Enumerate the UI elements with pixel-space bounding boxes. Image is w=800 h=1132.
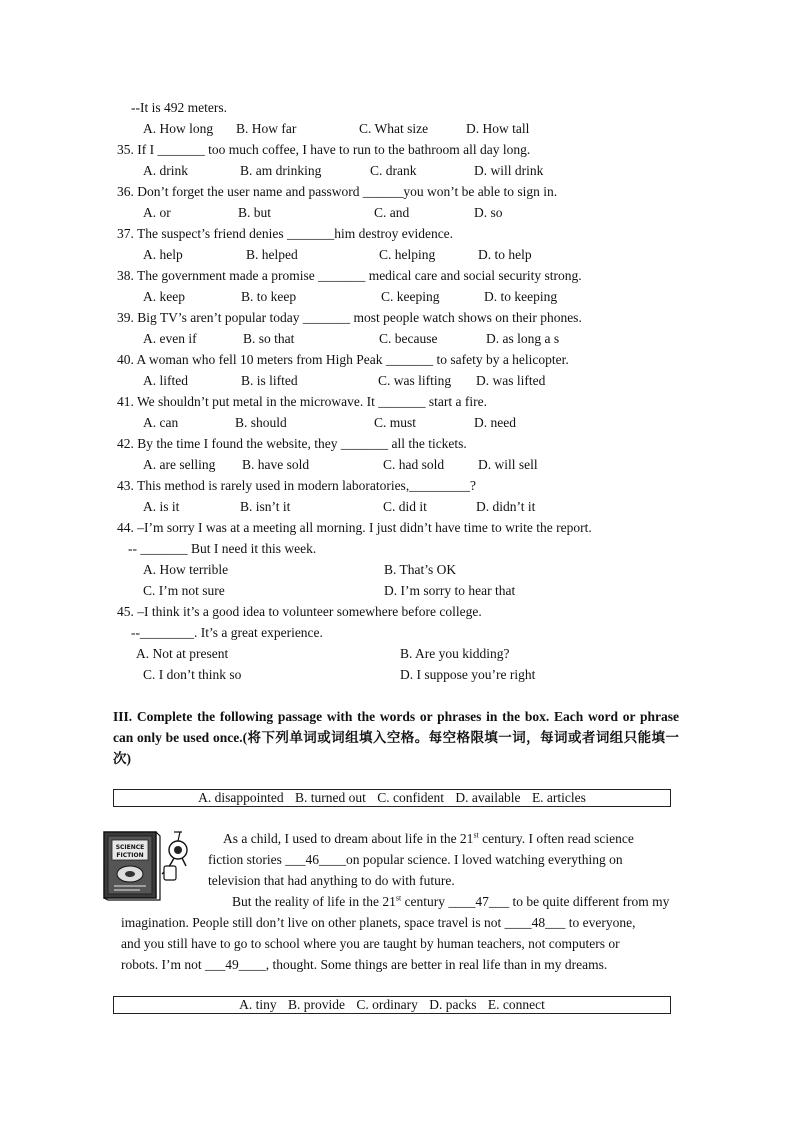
q43-option-d: D. didn’t it xyxy=(476,499,536,514)
q44-option-d: D. I’m sorry to hear that xyxy=(384,583,516,598)
q42-stem: 42. By the time I found the website, they _______ all the tickets. xyxy=(117,436,467,451)
q43-stem: 43. This method is rarely used in modern laboratories,_________? xyxy=(117,478,476,493)
word-box-1-item: C. confident xyxy=(377,790,444,805)
q37-option-b: B. helped xyxy=(246,247,298,262)
q41-option-b: B. should xyxy=(235,415,287,430)
word-box-1 xyxy=(113,789,671,807)
q42-option-d: D. will sell xyxy=(478,457,538,472)
word-box-2-item: E. connect xyxy=(487,997,545,1012)
q34-option-c: C. What size xyxy=(359,121,429,136)
word-box-2-item: D. packs xyxy=(429,997,477,1012)
q40-option-b: B. is lifted xyxy=(241,373,298,388)
word-box-1-item: B. turned out xyxy=(294,790,366,805)
q44-stem: 44. –I’m sorry I was at a meeting all morning. I just didn’t have time to write the report. xyxy=(117,520,592,535)
q45-option-b: B. Are you kidding? xyxy=(400,646,510,661)
q36-stem: 36. Don’t forget the user name and password ______you won’t be able to sign in. xyxy=(117,184,558,199)
q45-stem: 45. –I think it’s a good idea to volunteer somewhere before college. xyxy=(117,604,482,619)
q36-option-b: B. but xyxy=(238,205,272,220)
q39-option-b: B. so that xyxy=(243,331,295,346)
q43-option-c: C. did it xyxy=(383,499,427,514)
q45-option-c: C. I don’t think so xyxy=(143,667,242,682)
q44-option-a: A. How terrible xyxy=(143,562,229,577)
passage-p2-line2: imagination. People still don’t live on other planets, space travel is not ____48___ to everyone, xyxy=(121,915,636,930)
q43-option-b: B. isn’t it xyxy=(240,499,291,514)
q42-option-c: C. had sold xyxy=(383,457,445,472)
q40-option-d: D. was lifted xyxy=(476,373,546,388)
passage-p1-line2: fiction stories ___46____on popular science. I loved watching everything on xyxy=(208,852,623,867)
book-label-line2: FICTION xyxy=(116,852,144,859)
q34-option-b: B. How far xyxy=(236,121,297,136)
q41-stem: 41. We shouldn’t put metal in the microwave. It _______ start a fire. xyxy=(117,394,487,409)
q39-option-c: C. because xyxy=(379,331,438,346)
section-3-heading: III. Complete the following passage with the words or phrases in the box. Each word or phrase can only be used once.(将下列单词或词组填入空格。每空格限填一词，每词或者词组只能填一次) xyxy=(113,709,679,766)
q45-option-d: D. I suppose you’re right xyxy=(400,667,536,682)
word-box-2-item: C. ordinary xyxy=(356,997,418,1012)
q34-option-d: D. How tall xyxy=(466,121,530,136)
q36-option-a: A. or xyxy=(143,205,171,220)
q35-option-a: A. drink xyxy=(143,163,188,178)
q43-option-a: A. is it xyxy=(143,499,180,514)
word-box-2-item: B. provide xyxy=(288,997,346,1012)
q37-option-d: D. to help xyxy=(478,247,532,262)
q41-option-a: A. can xyxy=(143,415,179,430)
q44-reply: -- _______ But I need it this week. xyxy=(128,541,317,556)
q45-option-a: A. Not at present xyxy=(136,646,229,661)
q39-stem: 39. Big TV’s aren’t popular today _______ most people watch shows on their phones. xyxy=(117,310,582,325)
q39-option-a: A. even if xyxy=(143,331,197,346)
passage-p2-line3: and you still have to go to school where you are taught by human teachers, not computers or xyxy=(121,936,620,951)
q35-stem: 35. If I _______ too much coffee, I have to run to the bathroom all day long. xyxy=(117,142,531,157)
q35-option-c: C. drank xyxy=(370,163,417,178)
q38-option-a: A. keep xyxy=(143,289,185,304)
q35-option-d: D. will drink xyxy=(474,163,544,178)
science-fiction-book-image xyxy=(100,826,192,904)
book-label-line1: SCIENCE xyxy=(115,844,145,851)
q34-answer-line: --It is 492 meters. xyxy=(131,100,227,115)
q36-option-c: C. and xyxy=(374,205,410,220)
q40-option-c: C. was lifting xyxy=(378,373,452,388)
q40-option-a: A. lifted xyxy=(143,373,188,388)
passage-p2-line4: robots. I’m not ___49____, thought. Some things are better in real life than in my dreams. xyxy=(121,957,608,972)
q42-option-b: B. have sold xyxy=(242,457,310,472)
q38-option-b: B. to keep xyxy=(241,289,297,304)
q37-stem: 37. The suspect’s friend denies _______him destroy evidence. xyxy=(117,226,454,241)
q35-option-b: B. am drinking xyxy=(240,163,322,178)
q41-option-d: D. need xyxy=(474,415,516,430)
passage-p1-line1: As a child, I used to dream about life in the 21st century. I often read science xyxy=(223,830,634,846)
q44-option-c: C. I’m not sure xyxy=(143,583,225,598)
q38-option-c: C. keeping xyxy=(381,289,440,304)
passage-p2-line1: But the reality of life in the 21st century ____47___ to be quite different from my xyxy=(232,893,670,909)
q44-option-b: B. That’s OK xyxy=(384,562,457,577)
passage-p1-line3: television that had anything to do with future. xyxy=(208,873,455,888)
q37-option-a: A. help xyxy=(143,247,183,262)
word-box-1-item: A. disappointed xyxy=(198,790,284,805)
q40-stem: 40. A woman who fell 10 meters from High Peak _______ to safety by a helicopter. xyxy=(117,352,569,367)
q45-reply: --________. It’s a great experience. xyxy=(131,625,323,640)
q38-stem: 38. The government made a promise _______ medical care and social security strong. xyxy=(117,268,582,283)
q38-option-d: D. to keeping xyxy=(484,289,558,304)
q39-option-d: D. as long a s xyxy=(486,331,560,346)
q36-option-d: D. so xyxy=(474,205,503,220)
word-box-1-item: E. articles xyxy=(531,790,586,805)
q42-option-a: A. are selling xyxy=(143,457,216,472)
q37-option-c: C. helping xyxy=(379,247,436,262)
q41-option-c: C. must xyxy=(374,415,417,430)
q34-option-a: A. How long xyxy=(143,121,214,136)
word-box-2 xyxy=(113,996,671,1014)
word-box-1-item: D. available xyxy=(455,790,521,805)
word-box-2-item: A. tiny xyxy=(239,997,277,1012)
